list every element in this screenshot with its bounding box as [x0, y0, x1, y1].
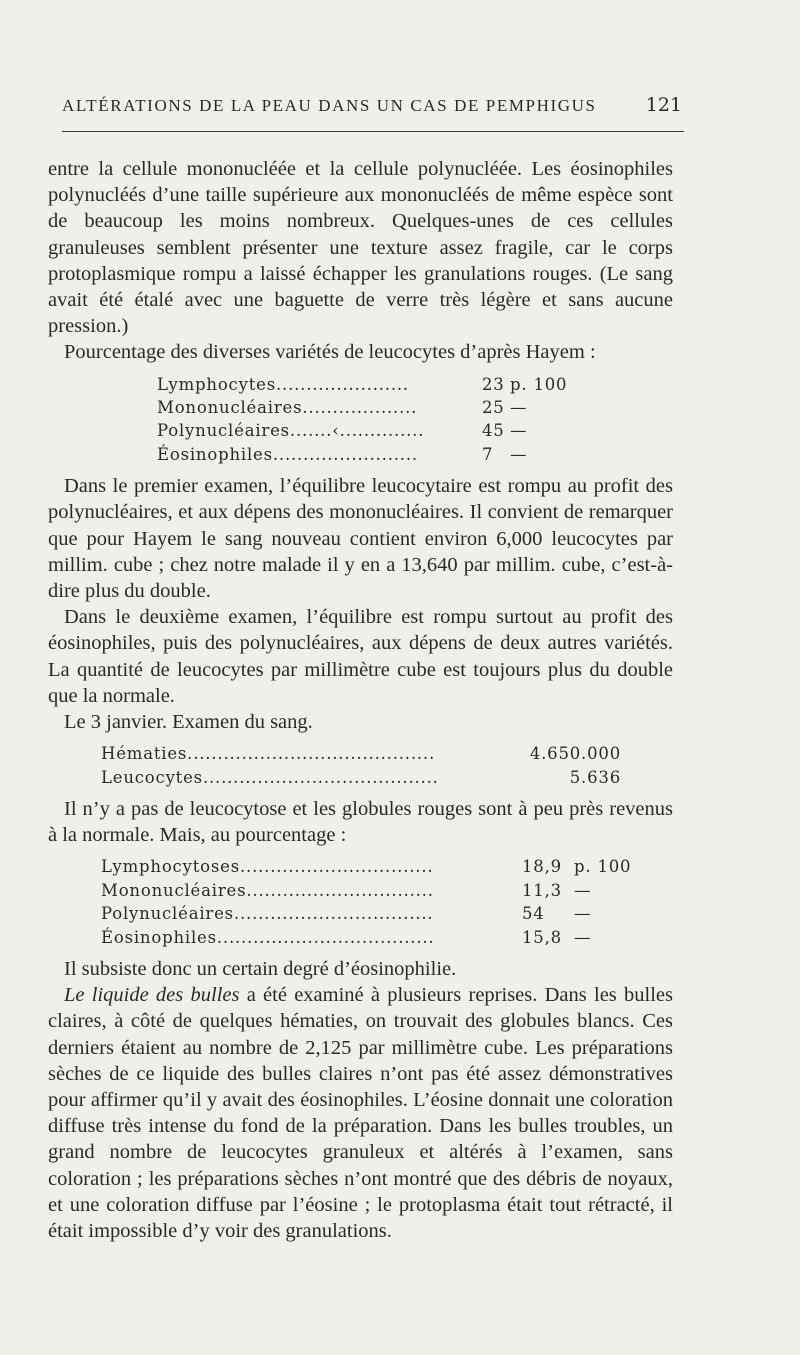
row-label: Polynucléaires.......‹..............	[157, 421, 425, 441]
row-label: Lymphocytes......................	[157, 374, 409, 394]
row-unit: —	[574, 880, 592, 900]
row-value: 4.650.000	[529, 744, 621, 764]
table-row	[48, 742, 673, 765]
row-label: Éosinophiles....................................	[101, 927, 435, 947]
row-unit: —	[510, 421, 528, 441]
paragraph: Il subsiste donc un certain degré d’éosinophilie.	[64, 957, 457, 980]
paragraph: Il n’y a pas de leucocytose et les globules rouges sont à peu près revenus à la normale. Mais, au pourcentage :	[48, 798, 673, 847]
paragraph: Dans le premier examen, l’équilibre leucocytaire est rompu au profit des polynucléaires, et aux dépens des mononucléaires. Il convient de remarquer que pour Hayem le sang nouveau contient environ 6,000 leucocytes par millim. cube ; chez notre malade il y en a 13,640 par millim. cube, c’est-à-dire plus du double.	[48, 475, 673, 602]
row-label: Mononucléaires...................	[157, 398, 418, 418]
paragraph: Pourcentage des diverses variétés de leucocytes d’après Hayem :	[64, 341, 596, 364]
running-header	[62, 96, 682, 116]
header-rule	[62, 131, 684, 132]
table-row	[48, 766, 673, 789]
body-text	[48, 156, 673, 1244]
row-value: 18,9	[522, 857, 562, 877]
paragraph: Dans le deuxième examen, l’équilibre est rompu surtout au profit des éosinophiles, puis des polynucléaires, aux dépens de deux autres variétés. La quantité de leucocytes par millimètre cube est toujours plus du double que la normale.	[48, 606, 673, 707]
row-value: 54	[522, 904, 545, 924]
row-value: 23	[482, 374, 505, 394]
paragraph-text: a été examiné à plusieurs reprises. Dans les bulles claires, à côté de quelques hématies, on trouvait des globules blancs. Ces derniers étaient au nombre de 2,125 par millimètre cube. Les préparations sèches de ce liquide des bulles claires n’ont pas été assez démonstratives pour affirmer qu’il y avait des éosinophiles. L’éosine donnait une coloration diffuse très intense du fond de la préparation. Dans les bulles troubles, un grand nombre de leucocytes granuleux et altérés à l’examen, sans coloration ; les préparations sèches n’ont montré que des débris de noyaux, et une coloration diffuse par l’éosine ; le protoplasma était tout rétracté, il était impossible d’y voir des granulations.	[48, 984, 673, 1242]
italic-heading: Le liquide des bulles	[64, 984, 240, 1007]
paragraph	[48, 982, 673, 1244]
row-label: Leucocytes.......................................	[101, 767, 439, 787]
row-unit: —	[574, 927, 592, 947]
row-label: Polynucléaires.................................	[101, 904, 434, 924]
table-row	[48, 855, 673, 878]
leucocyte-table-hayem	[48, 373, 673, 467]
row-unit: p. 100	[510, 374, 568, 394]
row-value: 25	[482, 398, 505, 418]
table-row	[48, 419, 673, 442]
table-row	[48, 373, 673, 396]
blood-count-table	[48, 742, 673, 789]
row-value: 11,3	[522, 880, 562, 900]
paragraph: entre la cellule mononucléée et la cellule polynucléée. Les éosinophiles polynucléés d’une taille supérieure aux mononucléés de même espèce sont de beaucoup les moins nombreux. Quelques-unes de ces cellules granuleuses semblent présenter une texture assez fragile, car le corps protoplasmique rompu a laissé échapper les granulations rouges. (Le sang avait été étalé avec une baguette de verre très légère et sans aucune pression.)	[48, 158, 673, 338]
paragraph: Le 3 janvier. Examen du sang.	[64, 711, 313, 734]
row-unit: p. 100	[574, 857, 632, 877]
row-unit: —	[574, 904, 592, 924]
row-value: 45	[482, 421, 505, 441]
leucocyte-percentage-table	[48, 855, 673, 949]
table-row	[48, 443, 673, 466]
running-title: ALTÉRATIONS DE LA PEAU DANS UN CAS DE PEMPHIGUS	[62, 96, 597, 115]
table-row	[48, 902, 673, 925]
row-value: 7	[482, 444, 494, 464]
row-unit: —	[510, 444, 528, 464]
table-row	[48, 879, 673, 902]
row-unit: —	[510, 398, 528, 418]
table-row	[48, 396, 673, 419]
page-number: 121	[645, 94, 682, 116]
table-row	[48, 926, 673, 949]
row-label: Hématies.........................................	[101, 744, 436, 764]
row-label: Lymphocytoses................................	[101, 857, 434, 877]
row-label: Éosinophiles........................	[157, 444, 418, 464]
row-label: Mononucléaires...............................	[101, 880, 434, 900]
row-value: 15,8	[522, 927, 562, 947]
row-value: 5.636	[569, 767, 621, 787]
